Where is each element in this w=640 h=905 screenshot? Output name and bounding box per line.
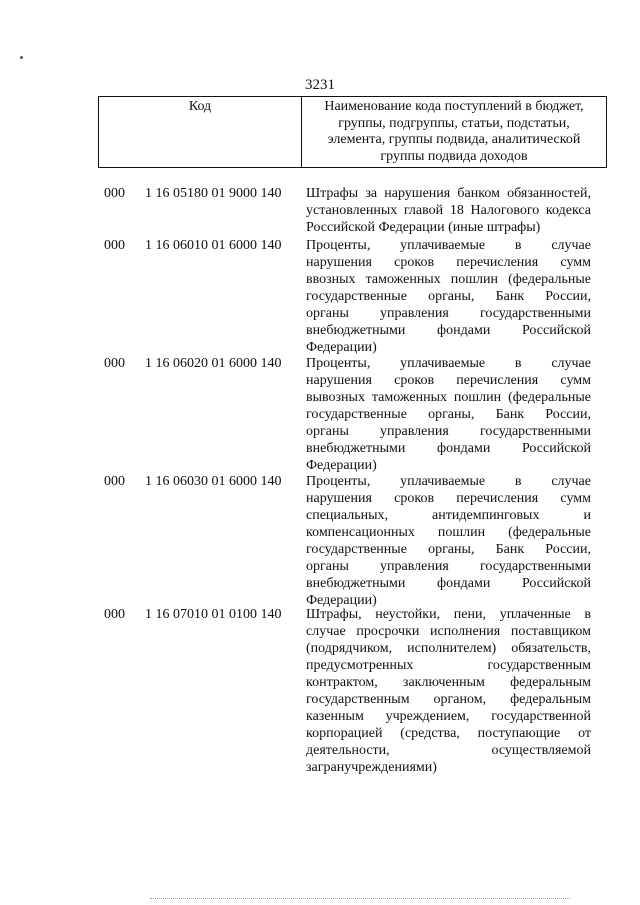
- description-line: государственные органы, Банк России,: [306, 289, 591, 304]
- header-code-cell: Код: [188, 99, 212, 114]
- description-line: деятельности, осуществляемой: [306, 743, 591, 758]
- description-line: Проценты, уплачиваемые в случае: [306, 474, 591, 489]
- description-line: компенсационных пошлин (федеральные: [306, 525, 591, 540]
- description-line: государственные органы, Банк России,: [306, 542, 591, 557]
- entry-revenue-code: 1 16 07010 01 0100 140: [145, 607, 282, 622]
- entry-description: [306, 237, 591, 356]
- description-line: государственным органом, федеральным: [306, 692, 591, 707]
- description-line: Федерации): [306, 458, 377, 473]
- entry-description: [306, 473, 591, 609]
- description-line: внебюджетными фондами Российской: [306, 323, 591, 338]
- entry-revenue-code: 1 16 06030 01 6000 140: [145, 474, 282, 489]
- description-line: органы управления государственными: [306, 424, 591, 439]
- description-line: Проценты, уплачиваемые в случае: [306, 238, 591, 253]
- description-line: Российской Федерации (иные штрафы): [306, 220, 541, 235]
- entry-admin-code: 000: [104, 186, 125, 201]
- description-line: внебюджетными фондами Российской: [306, 441, 591, 456]
- description-line: установленных главой 18 Налогового кодекса: [306, 203, 591, 218]
- description-line: контрактом, заключенным федеральным: [306, 675, 591, 690]
- description-line: внебюджетными фондами Российской: [306, 576, 591, 591]
- scan-speck: [20, 56, 23, 59]
- description-line: загранучреждениями): [306, 760, 437, 775]
- table-header: [98, 96, 607, 168]
- description-line: вывозных таможенных пошлин (федеральные: [306, 390, 591, 405]
- entry-description: [306, 185, 591, 236]
- entry-revenue-code: 1 16 06010 01 6000 140: [145, 238, 282, 253]
- header-name-line: Наименование кода поступлений в бюджет,: [324, 99, 584, 114]
- entry-admin-code: 000: [104, 607, 125, 622]
- entry-admin-code: 000: [104, 238, 125, 253]
- header-name-line: группы подвида доходов: [380, 148, 528, 164]
- description-line: Проценты, уплачиваемые в случае: [306, 356, 591, 371]
- description-line: Штрафы, неустойки, пени, уплаченные в: [306, 607, 591, 622]
- description-line: органы управления государственными: [306, 306, 591, 321]
- page-number: 3231: [305, 77, 335, 93]
- description-line: случае просрочки исполнения поставщиком: [306, 624, 591, 639]
- entry-description: [306, 606, 591, 776]
- entry-revenue-code: 1 16 05180 01 9000 140: [145, 186, 282, 201]
- header-name-line: элемента, группы подвида, аналитической: [327, 132, 581, 147]
- description-line: Федерации): [306, 340, 377, 355]
- scan-bottom-edge: [150, 898, 570, 899]
- description-line: государственные органы, Банк России,: [306, 407, 591, 422]
- description-line: казенным учреждением, государственной: [306, 709, 591, 724]
- description-line: (подрядчиком, исполнителем) обязательств,: [306, 641, 591, 656]
- entry-description: [306, 355, 591, 474]
- description-line: Штрафы за нарушения банком обязанностей,: [306, 186, 591, 201]
- entry-admin-code: 000: [104, 474, 125, 489]
- description-line: корпорацией (средства, поступающие от: [306, 726, 591, 741]
- description-line: ввозных таможенных пошлин (федеральные: [306, 272, 591, 287]
- description-line: специальных, антидемпинговых и: [306, 508, 591, 523]
- description-line: нарушения сроков перечисления сумм: [306, 491, 591, 506]
- description-line: Федерации): [306, 593, 377, 608]
- header-name-line: группы, подгруппы, статьи, подстатьи,: [338, 115, 570, 131]
- entry-revenue-code: 1 16 06020 01 6000 140: [145, 356, 282, 371]
- description-line: нарушения сроков перечисления сумм: [306, 373, 591, 388]
- header-name-cell: [302, 99, 606, 165]
- description-line: предусмотренных государственным: [306, 658, 591, 673]
- entry-admin-code: 000: [104, 356, 125, 371]
- description-line: нарушения сроков перечисления сумм: [306, 255, 591, 270]
- description-line: органы управления государственными: [306, 559, 591, 574]
